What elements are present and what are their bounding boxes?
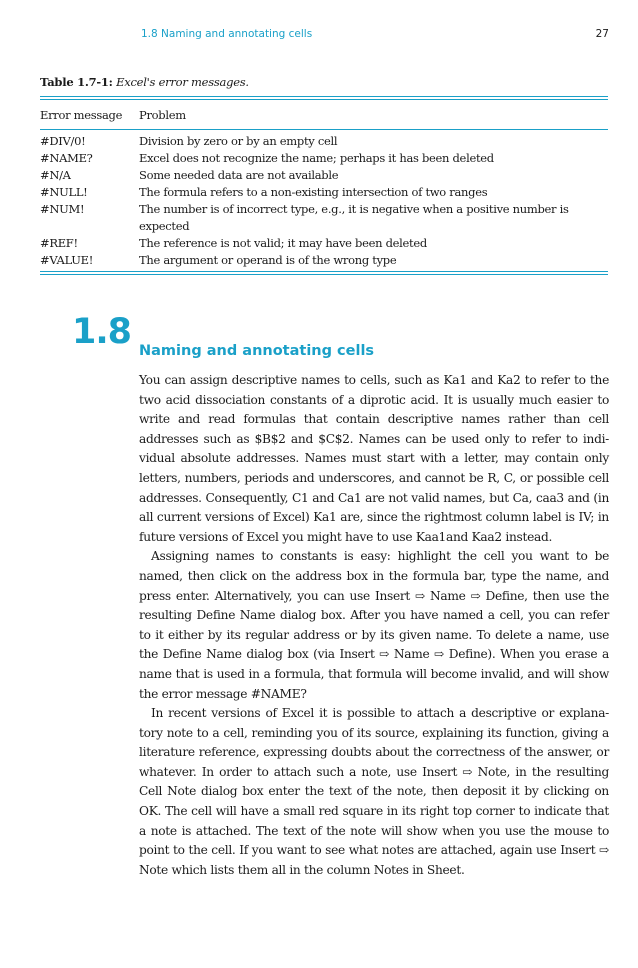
error-problem: The reference is not valid; it may have been deleted bbox=[139, 236, 427, 250]
running-head-title: 1.8 Naming and annotating cells bbox=[141, 28, 313, 40]
table-top-rule bbox=[40, 96, 608, 100]
error-code: #NAME? bbox=[40, 151, 93, 165]
column-header-problem: Problem bbox=[139, 108, 186, 122]
error-problem: Some needed data are not available bbox=[139, 168, 339, 182]
table-row bbox=[40, 150, 608, 167]
paragraph: In recent versions of Excel it is possible to attach a descriptive or explana-tory note to a cell, reminding you of its source, explaining its function, giving a literature reference, expressing doubts about the correctness of the answer, or whatever. In order to attach such a note, use Insert ⇨ Note, in the resulting Cell Note dialog box enter the text of the note, then deposit it by clicking on OK. The cell will have a small red square in its right top corner to indicate that a note is attached. The text of the note will show when you use the mouse to point to the cell. If you want to see what notes are attached, again use Insert ⇨ Note which lists them all in the column Notes in Sheet. bbox=[139, 706, 609, 877]
error-code: #NULL! bbox=[40, 185, 88, 199]
table-row bbox=[40, 133, 608, 150]
section-title: Naming and annotating cells bbox=[139, 343, 375, 359]
table-caption-label: Table 1.7-1: bbox=[40, 75, 113, 89]
table-row bbox=[40, 167, 608, 184]
error-problem: The formula refers to a non-existing intersection of two ranges bbox=[139, 185, 488, 199]
error-problem: Division by zero or by an empty cell bbox=[139, 134, 338, 148]
error-code: #NUM! bbox=[40, 202, 85, 216]
error-problem: Excel does not recognize the name; perhaps it has been deleted bbox=[139, 151, 494, 165]
table-header-row bbox=[40, 107, 608, 124]
error-code: #N/A bbox=[40, 168, 71, 182]
table-row bbox=[40, 201, 608, 235]
paragraph: You can assign descriptive names to cells, such as Ka1 and Ka2 to refer to the two acid dissociation constants of a diprotic acid. It is usually much easier to write and read formulas that contain descriptive names rather than cell addresses such as $B$2 and $C$2. Names can be used only to refer to indi-vidual absolute addresses. Names must start with a letter, may contain only letters, numbers, periods and underscores, and cannot be R, C, or possible cell addresses. Consequently, C1 and Ca1 are not valid names, but Ca, caa3 and (in all current versions of Excel) Ka1 are, since the rightmost column label is IV; in future versions of Excel you might have to use Kaa1and Kaa2 instead. bbox=[139, 373, 609, 544]
paragraph: Assigning names to constants is easy: highlight the cell you want to be named, then click on the address box in the formula bar, type the name, and press enter. Alternatively, you can use Insert ⇨ Name ⇨ Define, then use the resulting Define Name dialog box. After you have named a cell, you can refer to it either by its regular address or by its given name. To delete a name, use the Define Name dialog box (via Insert ⇨ Name ⇨ Define). When you erase a name that is used in a formula, that formula will become invalid, and will show the error message #NAME? bbox=[139, 549, 609, 701]
error-code: #REF! bbox=[40, 236, 78, 250]
table-caption-text: Excel's error messages. bbox=[116, 75, 249, 89]
error-problem: The argument or operand is of the wrong type bbox=[139, 253, 397, 267]
section-number: 1.8 bbox=[72, 312, 132, 352]
page-number: 27 bbox=[595, 28, 609, 40]
body-text bbox=[139, 371, 609, 880]
table-row bbox=[40, 184, 608, 201]
error-code: #DIV/0! bbox=[40, 134, 86, 148]
table-bottom-rule bbox=[40, 271, 608, 275]
running-head bbox=[141, 28, 609, 40]
table-header bbox=[40, 107, 608, 124]
table-row bbox=[40, 252, 608, 269]
error-table bbox=[40, 133, 608, 269]
table-caption bbox=[40, 75, 249, 89]
column-header-error: Error message bbox=[40, 108, 123, 122]
error-problem: The number is of incorrect type, e.g., it is negative when a positive number is expected bbox=[139, 202, 569, 233]
error-code: #VALUE! bbox=[40, 253, 94, 267]
table-row bbox=[40, 235, 608, 252]
table-header-rule bbox=[40, 129, 608, 130]
